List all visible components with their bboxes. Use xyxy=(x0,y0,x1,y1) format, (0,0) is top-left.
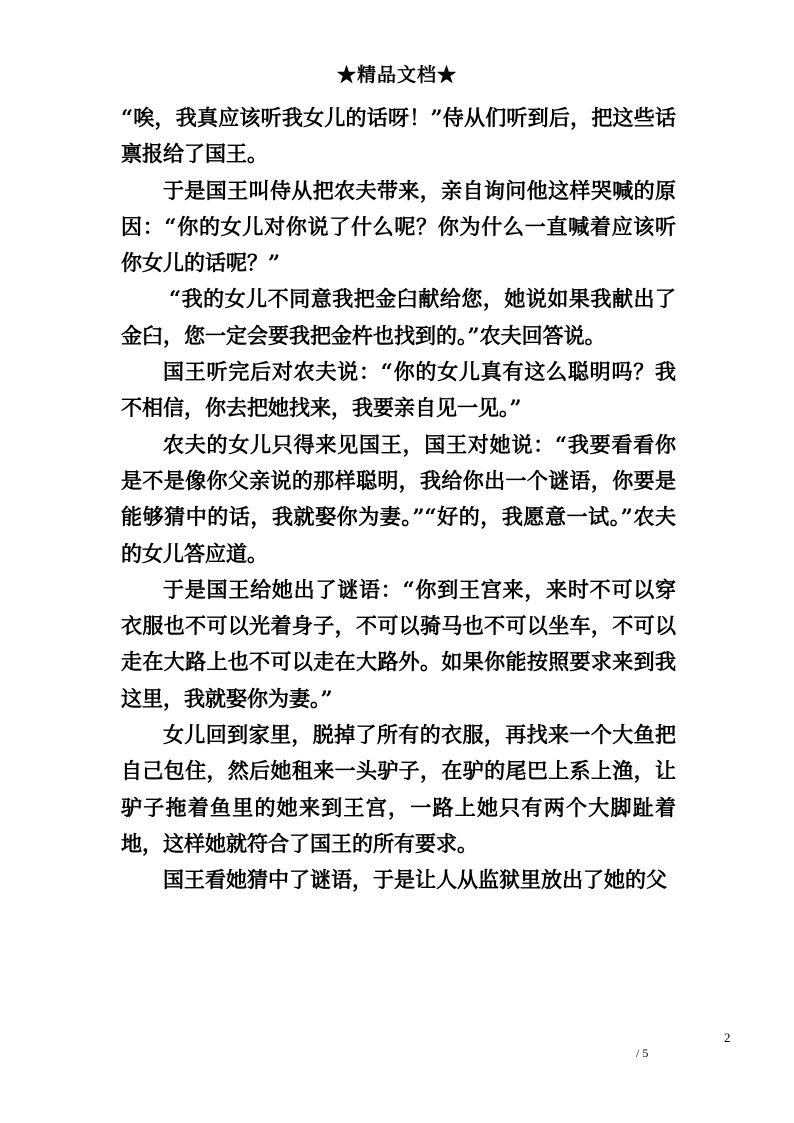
paragraph-6: 于是国王给她出了谜语：“你到王宫来，来时不可以穿衣服也不可以光着身子，不可以骑马也不可以坐车，不可以走在大路上也不可以走在大路外。如果你能按照要求来到我这里，我就娶你为妻。” xyxy=(121,576,676,711)
paragraph-8: 国王看她猜中了谜语，于是让人从监狱里放出了她的父 xyxy=(163,867,667,893)
paragraph-7: 女儿回到家里，脱掉了所有的衣服，再找来一个大鱼把自己包住，然后她租来一头驴子，在驴的尾巴上系上渔，让驴子拖着鱼里的她来到王宫，一路上她只有两个大脚趾着地，这样她就符合了国王的所有要求。 xyxy=(121,722,676,856)
paragraph-4: 国王听完后对农夫说：“你的女儿真有这么聪明吗？我不相信，你去把她找来，我要亲自见一见。” xyxy=(121,359,676,421)
document-body xyxy=(121,100,676,899)
page-number: 2 xyxy=(724,1030,731,1045)
page-total: / 5 xyxy=(636,1046,649,1060)
paragraph-5: 农夫的女儿只得来见国王，国王对她说：“我要看看你是不是像你父亲说的那样聪明，我给你出一个谜语，你要是能够猜中的话，我就娶你为妻。”“好的，我愿意一试。”农夫的女儿答应道。 xyxy=(121,431,676,566)
paragraph-1: “唉，我真应该听我女儿的话呀！”侍从们听到后，把这些话禀报给了国王。 xyxy=(121,105,676,167)
page-header-title: ★精品文档★ xyxy=(336,64,457,86)
paragraph-3: “我的女儿不同意我把金臼献给您，她说如果我献出了金臼，您一定会要我把金杵也找到的。”农夫回答说。 xyxy=(121,286,676,348)
paragraph-2: 于是国王叫侍从把农夫带来，亲自询问他这样哭喊的原因：“你的女儿对你说了什么呢？你为什么一直喊着应该听你女儿的话呢？” xyxy=(121,177,676,276)
